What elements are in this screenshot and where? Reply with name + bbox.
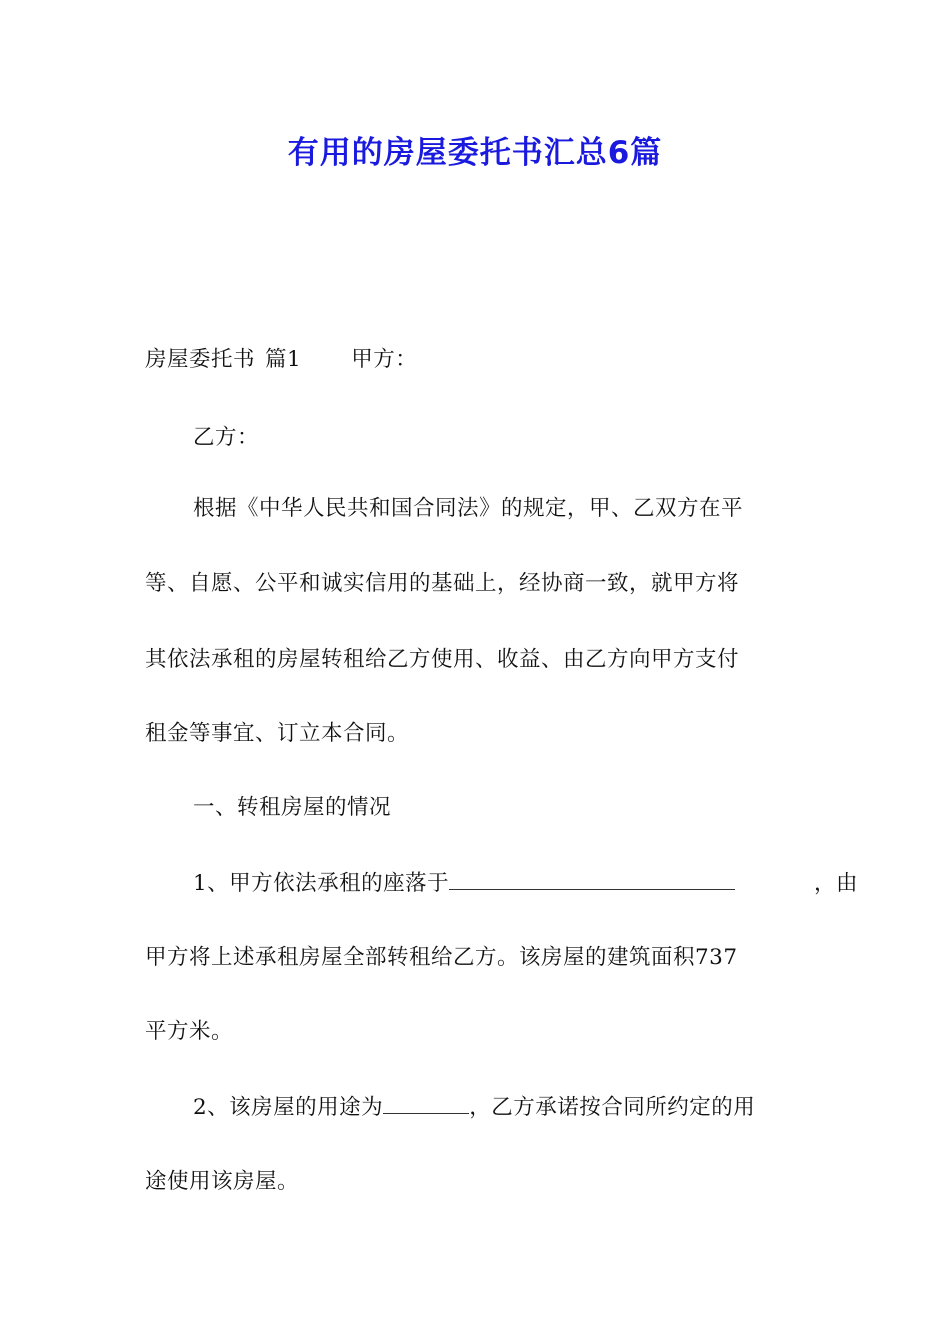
section-heading-line bbox=[145, 340, 810, 380]
item-1-line bbox=[145, 864, 858, 904]
party-a-label: 甲方： bbox=[351, 347, 418, 372]
paragraph-line: 租金等事宜、订立本合同。 bbox=[145, 721, 410, 746]
paragraph-line: 甲方将上述承租房屋全部转租给乙方。该房屋的建筑面积737 bbox=[145, 945, 738, 970]
document-title: 有用的房屋委托书汇总6篇 bbox=[287, 135, 663, 171]
section-number: 篇1 bbox=[265, 347, 302, 372]
item-1-suffix: ，由 bbox=[813, 871, 858, 896]
item-2-prefix: 2、该房屋的用途为 bbox=[193, 1095, 384, 1120]
party-b-label: 乙方： bbox=[193, 425, 260, 450]
usage-blank bbox=[383, 1089, 469, 1114]
party-b-line bbox=[145, 418, 858, 458]
paragraph-line: 其依法承租的房屋转租给乙方使用、收益、由乙方向甲方支付 bbox=[145, 647, 740, 672]
item-1-prefix: 1、甲方依法承租的座落于 bbox=[193, 871, 450, 896]
section-heading: 房屋委托书 bbox=[145, 347, 256, 372]
paragraph-line: 根据《中华人民共和国合同法》的规定，甲、乙双方在平 bbox=[193, 496, 744, 521]
paragraph-line: 途使用该房屋。 bbox=[145, 1169, 300, 1194]
address-blank bbox=[449, 865, 735, 890]
paragraph-line: 等、自愿、公平和诚实信用的基础上，经协商一致，就甲方将 bbox=[145, 571, 740, 596]
section-subheading: 一、转租房屋的情况 bbox=[193, 795, 392, 820]
item-2-line bbox=[145, 1088, 858, 1128]
item-2-suffix: ，乙方承诺按合同所约定的用 bbox=[469, 1095, 756, 1120]
paragraph-line: 平方米。 bbox=[145, 1019, 234, 1044]
